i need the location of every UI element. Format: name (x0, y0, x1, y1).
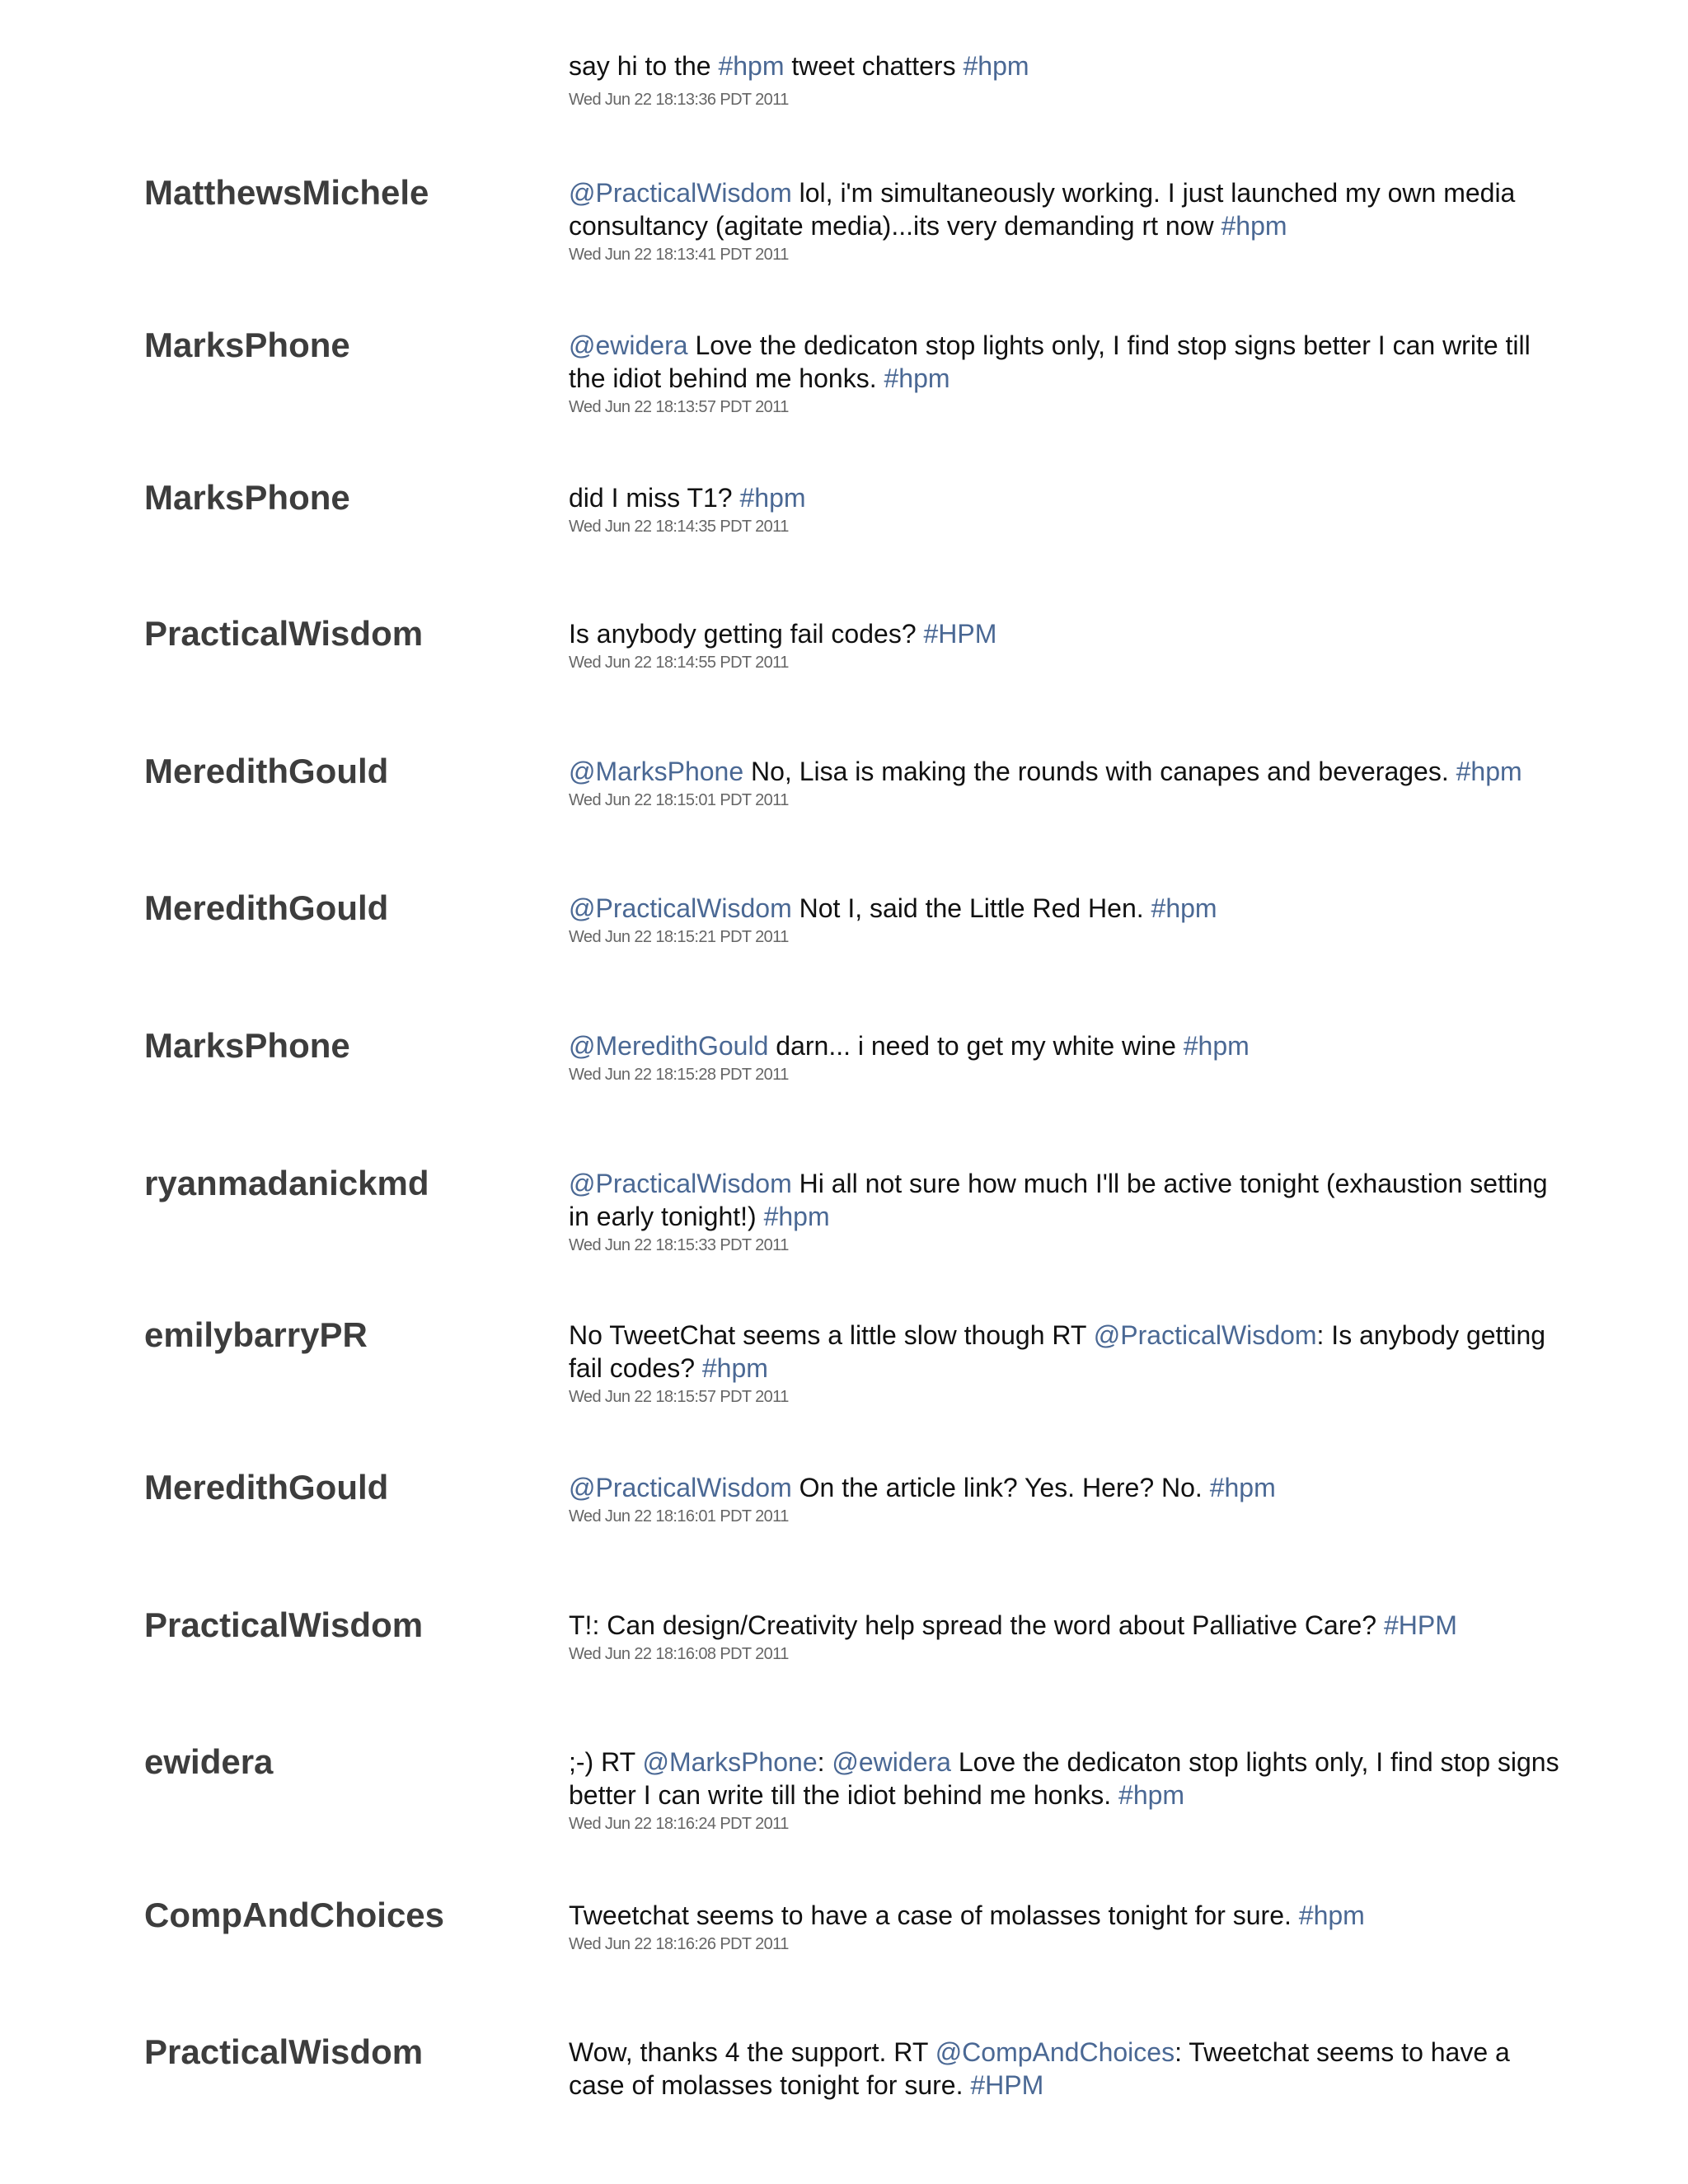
tweet-text (569, 1899, 1566, 1932)
tweet-text-segment: darn... i need to get my white wine (768, 1031, 1184, 1061)
hashtag-link[interactable]: #HPM (923, 619, 997, 649)
tweet-timestamp: Wed Jun 22 18:15:57 PDT 2011 (569, 1388, 789, 1406)
tweet-text-segment: ;-) RT (569, 1747, 643, 1777)
mention-link[interactable]: @MarksPhone (642, 1747, 818, 1777)
tweet-timestamp: Wed Jun 22 18:15:28 PDT 2011 (569, 1066, 789, 1084)
mention-link[interactable]: @MarksPhone (569, 757, 744, 786)
tweet-body (569, 329, 1566, 418)
tweet-text-segment: Not I, said the Little Red Hen. (791, 893, 1151, 923)
tweet-author[interactable]: ryanmadanickmd (144, 1164, 429, 1202)
tweet-timestamp: Wed Jun 22 18:14:55 PDT 2011 (569, 654, 789, 672)
mention-link[interactable]: @ewidera (832, 1747, 951, 1777)
tweet-body (569, 755, 1566, 811)
tweet-text (569, 1167, 1566, 1233)
tweet-timestamp: Wed Jun 22 18:15:21 PDT 2011 (569, 928, 789, 946)
hashtag-link[interactable]: #hpm (1183, 1031, 1250, 1061)
tweet-timestamp: Wed Jun 22 18:13:57 PDT 2011 (569, 398, 789, 416)
tweet-text-segment: Love the dedicaton stop lights only, I find stop signs better I can write till the idiot behind me honks. (569, 1747, 1559, 1810)
tweet-text (569, 481, 1566, 514)
mention-link[interactable]: @PracticalWisdom (569, 1169, 792, 1198)
hashtag-link[interactable]: #hpm (1118, 1780, 1185, 1810)
tweet-text-segment: : (817, 1747, 832, 1777)
tweet-timestamp: Wed Jun 22 18:15:33 PDT 2011 (569, 1236, 789, 1254)
tweet-text-segment: On the article link? Yes. Here? No. (791, 1473, 1210, 1502)
tweet-text-segment: lol, i'm simultaneously working. I just launched my own media consultancy (agitate media)...its very demanding rt now (569, 178, 1516, 241)
tweet-text-segment: Hi all not sure how much I'll be active tonight (exhaustion setting in early tonight!) (569, 1169, 1548, 1231)
tweet-author[interactable]: MeredithGould (144, 888, 389, 927)
tweet-author[interactable]: PracticalWisdom (144, 1605, 424, 1644)
mention-link[interactable]: @CompAndChoices (935, 2037, 1175, 2067)
hashtag-link[interactable]: #hpm (1298, 1900, 1365, 1930)
tweet-body (569, 1029, 1566, 1085)
tweet-text (569, 329, 1566, 395)
tweet-timestamp: Wed Jun 22 18:15:01 PDT 2011 (569, 791, 789, 809)
tweet-timestamp: Wed Jun 22 18:13:41 PDT 2011 (569, 246, 789, 264)
mention-link[interactable]: @PracticalWisdom (569, 893, 792, 923)
tweet-text (569, 2036, 1566, 2102)
tweet-text-segment: tweet chatters (784, 51, 964, 81)
tweet-body (569, 1899, 1566, 1955)
partial-tweet-clip (569, 0, 1566, 86)
hashtag-link[interactable]: #hpm (963, 51, 1029, 81)
hashtag-link[interactable]: #hpm (1209, 1473, 1276, 1502)
mention-link[interactable]: @PracticalWisdom (1093, 1320, 1317, 1350)
tweet-author[interactable]: MarksPhone (144, 326, 350, 364)
mention-link[interactable]: @ewidera (569, 330, 688, 360)
tweet-text-segment: Is anybody getting fail codes? (569, 619, 924, 649)
tweet-body (569, 1167, 1566, 1256)
tweet-text (569, 1029, 1566, 1062)
tweet-text (569, 176, 1566, 242)
hashtag-link[interactable]: #hpm (1456, 757, 1522, 786)
tweet-text-segment: did I miss T1? (569, 483, 740, 513)
tweet-timestamp: Wed Jun 22 18:14:35 PDT 2011 (569, 518, 789, 536)
tweet-author[interactable]: MarksPhone (144, 1026, 350, 1065)
tweet-text (569, 1746, 1566, 1811)
partial-tweet-text (569, 49, 1566, 82)
tweet-author[interactable]: MeredithGould (144, 752, 389, 790)
tweet-body (569, 892, 1566, 948)
tweet-text (569, 1471, 1566, 1504)
mention-link[interactable]: @PracticalWisdom (569, 1473, 792, 1502)
tweet-text-segment: Wow, thanks 4 the support. RT (569, 2037, 935, 2067)
tweet-text-segment: No, Lisa is making the rounds with canapes and beverages. (743, 757, 1456, 786)
hashtag-link[interactable]: #hpm (884, 363, 950, 393)
mention-link[interactable]: @MeredithGould (569, 1031, 769, 1061)
tweet-text (569, 617, 1566, 650)
hashtag-link[interactable]: #hpm (1221, 211, 1287, 241)
tweet-text-segment: Tweetchat seems to have a case of molasses tonight for sure. (569, 1900, 1299, 1930)
partial-tweet-timestamp: Wed Jun 22 18:13:36 PDT 2011 (569, 91, 789, 109)
tweet-author[interactable]: emilybarryPR (144, 1315, 368, 1354)
hashtag-link[interactable]: #HPM (1383, 1610, 1457, 1640)
tweet-timestamp: Wed Jun 22 18:16:08 PDT 2011 (569, 1645, 789, 1663)
hashtag-link[interactable]: #HPM (970, 2070, 1044, 2100)
tweet-author[interactable]: MatthewsMichele (144, 173, 429, 212)
tweet-body (569, 481, 1566, 537)
tweet-body (569, 617, 1566, 673)
tweet-author[interactable]: PracticalWisdom (144, 2032, 424, 2071)
tweet-body (569, 176, 1566, 265)
tweet-body (569, 1609, 1566, 1665)
tweet-author[interactable]: MarksPhone (144, 478, 350, 517)
tweet-text (569, 755, 1566, 788)
tweet-text-segment: No TweetChat seems a little slow though RT (569, 1320, 1094, 1350)
tweet-text (569, 1609, 1566, 1642)
tweet-timestamp: Wed Jun 22 18:16:01 PDT 2011 (569, 1507, 789, 1526)
tweet-timestamp: Wed Jun 22 18:16:24 PDT 2011 (569, 1815, 789, 1833)
tweet-body (569, 2036, 1566, 2102)
tweet-text-segment: say hi to the (569, 51, 719, 81)
hashtag-link[interactable]: #hpm (763, 1202, 830, 1231)
hashtag-link[interactable]: #hpm (739, 483, 806, 513)
tweet-timestamp: Wed Jun 22 18:16:26 PDT 2011 (569, 1935, 789, 1953)
mention-link[interactable]: @PracticalWisdom (569, 178, 792, 208)
tweet-text-segment: Love the dedicaton stop lights only, I find stop signs better I can write till the idiot behind me honks. (569, 330, 1531, 393)
tweet-author[interactable]: PracticalWisdom (144, 614, 424, 653)
hashtag-link[interactable]: #hpm (718, 51, 785, 81)
tweet-text (569, 892, 1566, 925)
tweet-body (569, 1746, 1566, 1835)
tweet-body (569, 1471, 1566, 1527)
tweet-author[interactable]: CompAndChoices (144, 1896, 445, 1934)
tweet-text (569, 1319, 1566, 1385)
hashtag-link[interactable]: #hpm (701, 1353, 768, 1383)
tweet-text-segment: : Tweetchat seems to have a case of molasses tonight for sure. (569, 2037, 1510, 2100)
tweet-author[interactable]: ewidera (144, 1742, 274, 1781)
tweet-text-segment: T!: Can design/Creativity help spread the word about Palliative Care? (569, 1610, 1384, 1640)
tweet-author[interactable]: MeredithGould (144, 1468, 389, 1507)
tweet-text-segment: : Is anybody getting fail codes? (569, 1320, 1546, 1383)
tweet-body (569, 1319, 1566, 1408)
hashtag-link[interactable]: #hpm (1151, 893, 1217, 923)
